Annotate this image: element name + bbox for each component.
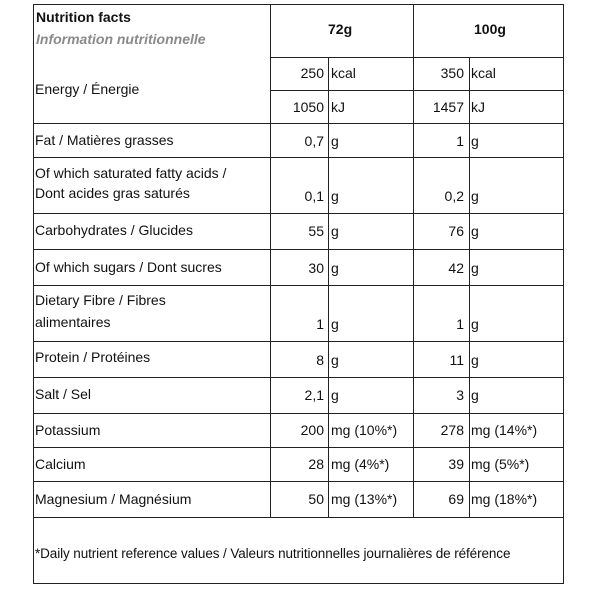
rule-col1-left: [270, 4, 271, 518]
footnote: *Daily nutrient reference values / Valeurs nutritionnelles journalières de référence: [35, 546, 511, 561]
magnesium-100g-value: 69: [448, 491, 464, 507]
magnesium-72g-unit: mg (13%*): [331, 491, 398, 507]
fat-100g-value: 1: [456, 133, 464, 149]
calcium-72g-unit: mg (4%*): [331, 456, 390, 472]
fibre-100g-unit: g: [471, 316, 479, 332]
saturated-72g-value: 0,1: [304, 188, 324, 204]
rule-potassium-top: [33, 413, 564, 414]
fat-label: Fat / Matières grasses: [35, 132, 174, 148]
sugars-label: Of which sugars / Dont sucres: [35, 259, 222, 275]
salt-label: Salt / Sel: [35, 386, 92, 402]
rule-fat-top: [33, 123, 564, 124]
calcium-100g-value: 39: [448, 456, 464, 472]
protein-72g-unit: g: [331, 352, 339, 368]
energy-label: Energy / Énergie: [35, 81, 140, 97]
protein-100g-unit: g: [471, 352, 479, 368]
saturated-100g-unit: g: [471, 188, 479, 204]
energy-kj-72g-unit: kJ: [331, 99, 345, 115]
energy-kcal-72g-value: 250: [300, 65, 324, 81]
energy-kj-100g-unit: kJ: [471, 99, 485, 115]
fibre-100g-value: 1: [456, 316, 464, 332]
fibre-label-line1: Dietary Fibre / Fibres: [35, 292, 166, 308]
fat-72g-unit: g: [331, 133, 339, 149]
protein-100g-value: 11: [449, 352, 464, 368]
energy-kcal-72g-unit: kcal: [331, 65, 356, 81]
potassium-100g-value: 278: [440, 422, 464, 438]
magnesium-72g-value: 50: [308, 491, 324, 507]
rule-sugars-top: [33, 249, 564, 250]
potassium-label: Potassium: [35, 422, 101, 438]
rule-footnote-top: [33, 517, 564, 518]
rule-sat-top: [33, 157, 564, 158]
rule-right: [563, 4, 564, 584]
rule-protein-top: [33, 341, 564, 342]
fibre-72g-value: 1: [316, 316, 324, 332]
energy-kcal-100g-value: 350: [440, 65, 464, 81]
rule-magnesium-top: [33, 481, 564, 482]
protein-label: Protein / Protéines: [35, 349, 151, 365]
rule-energy-mid: [270, 90, 564, 91]
sugars-72g-unit: g: [331, 260, 339, 276]
rule-bottom: [33, 583, 564, 584]
saturated-100g-value: 0,2: [444, 188, 464, 204]
carbs-100g-unit: g: [471, 223, 479, 239]
rule-energy-top: [270, 57, 564, 58]
carbs-72g-unit: g: [331, 223, 339, 239]
calcium-label: Calcium: [35, 456, 86, 472]
calcium-100g-unit: mg (5%*): [471, 456, 530, 472]
sugars-100g-value: 42: [448, 260, 464, 276]
energy-kj-72g-value: 1050: [292, 99, 324, 115]
saturated-label-line1: Of which saturated fatty acids /: [35, 165, 227, 181]
magnesium-100g-unit: mg (18%*): [471, 491, 538, 507]
fibre-72g-unit: g: [331, 316, 339, 332]
carbs-label: Carbohydrates / Glucides: [35, 222, 193, 238]
fat-100g-unit: g: [471, 133, 479, 149]
magnesium-label: Magnesium / Magnésium: [35, 491, 192, 507]
fibre-label-line2: alimentaires: [35, 314, 111, 330]
sugars-100g-unit: g: [471, 260, 479, 276]
salt-100g-unit: g: [471, 387, 479, 403]
potassium-72g-value: 200: [300, 422, 324, 438]
rule-col1-unit: [328, 57, 329, 518]
carbs-100g-value: 76: [448, 223, 464, 239]
col2-header: 100g: [474, 21, 506, 37]
col1-header: 72g: [328, 21, 353, 37]
salt-72g-value: 2,1: [304, 387, 324, 403]
rule-carbs-top: [33, 213, 564, 214]
carbs-72g-value: 55: [308, 223, 324, 239]
table-title: Nutrition facts: [36, 9, 131, 25]
energy-kj-100g-value: 1457: [432, 99, 464, 115]
potassium-100g-unit: mg (14%*): [471, 422, 538, 438]
energy-kcal-100g-unit: kcal: [471, 65, 496, 81]
rule-left: [33, 4, 34, 584]
rule-top: [33, 4, 564, 5]
table-subtitle: Information nutritionnelle: [36, 31, 206, 47]
protein-72g-value: 8: [316, 352, 324, 368]
salt-100g-value: 3: [456, 387, 464, 403]
fat-72g-value: 0,7: [304, 133, 324, 149]
saturated-72g-unit: g: [331, 188, 339, 204]
saturated-label-line2: Dont acides gras saturés: [35, 185, 190, 201]
rule-salt-top: [33, 377, 564, 378]
salt-72g-unit: g: [331, 387, 339, 403]
rule-calcium-top: [33, 447, 564, 448]
sugars-72g-value: 30: [308, 260, 324, 276]
rule-col2-unit: [469, 57, 470, 518]
potassium-72g-unit: mg (10%*): [331, 422, 398, 438]
calcium-72g-value: 28: [308, 456, 324, 472]
rule-fibre-top: [33, 285, 564, 286]
